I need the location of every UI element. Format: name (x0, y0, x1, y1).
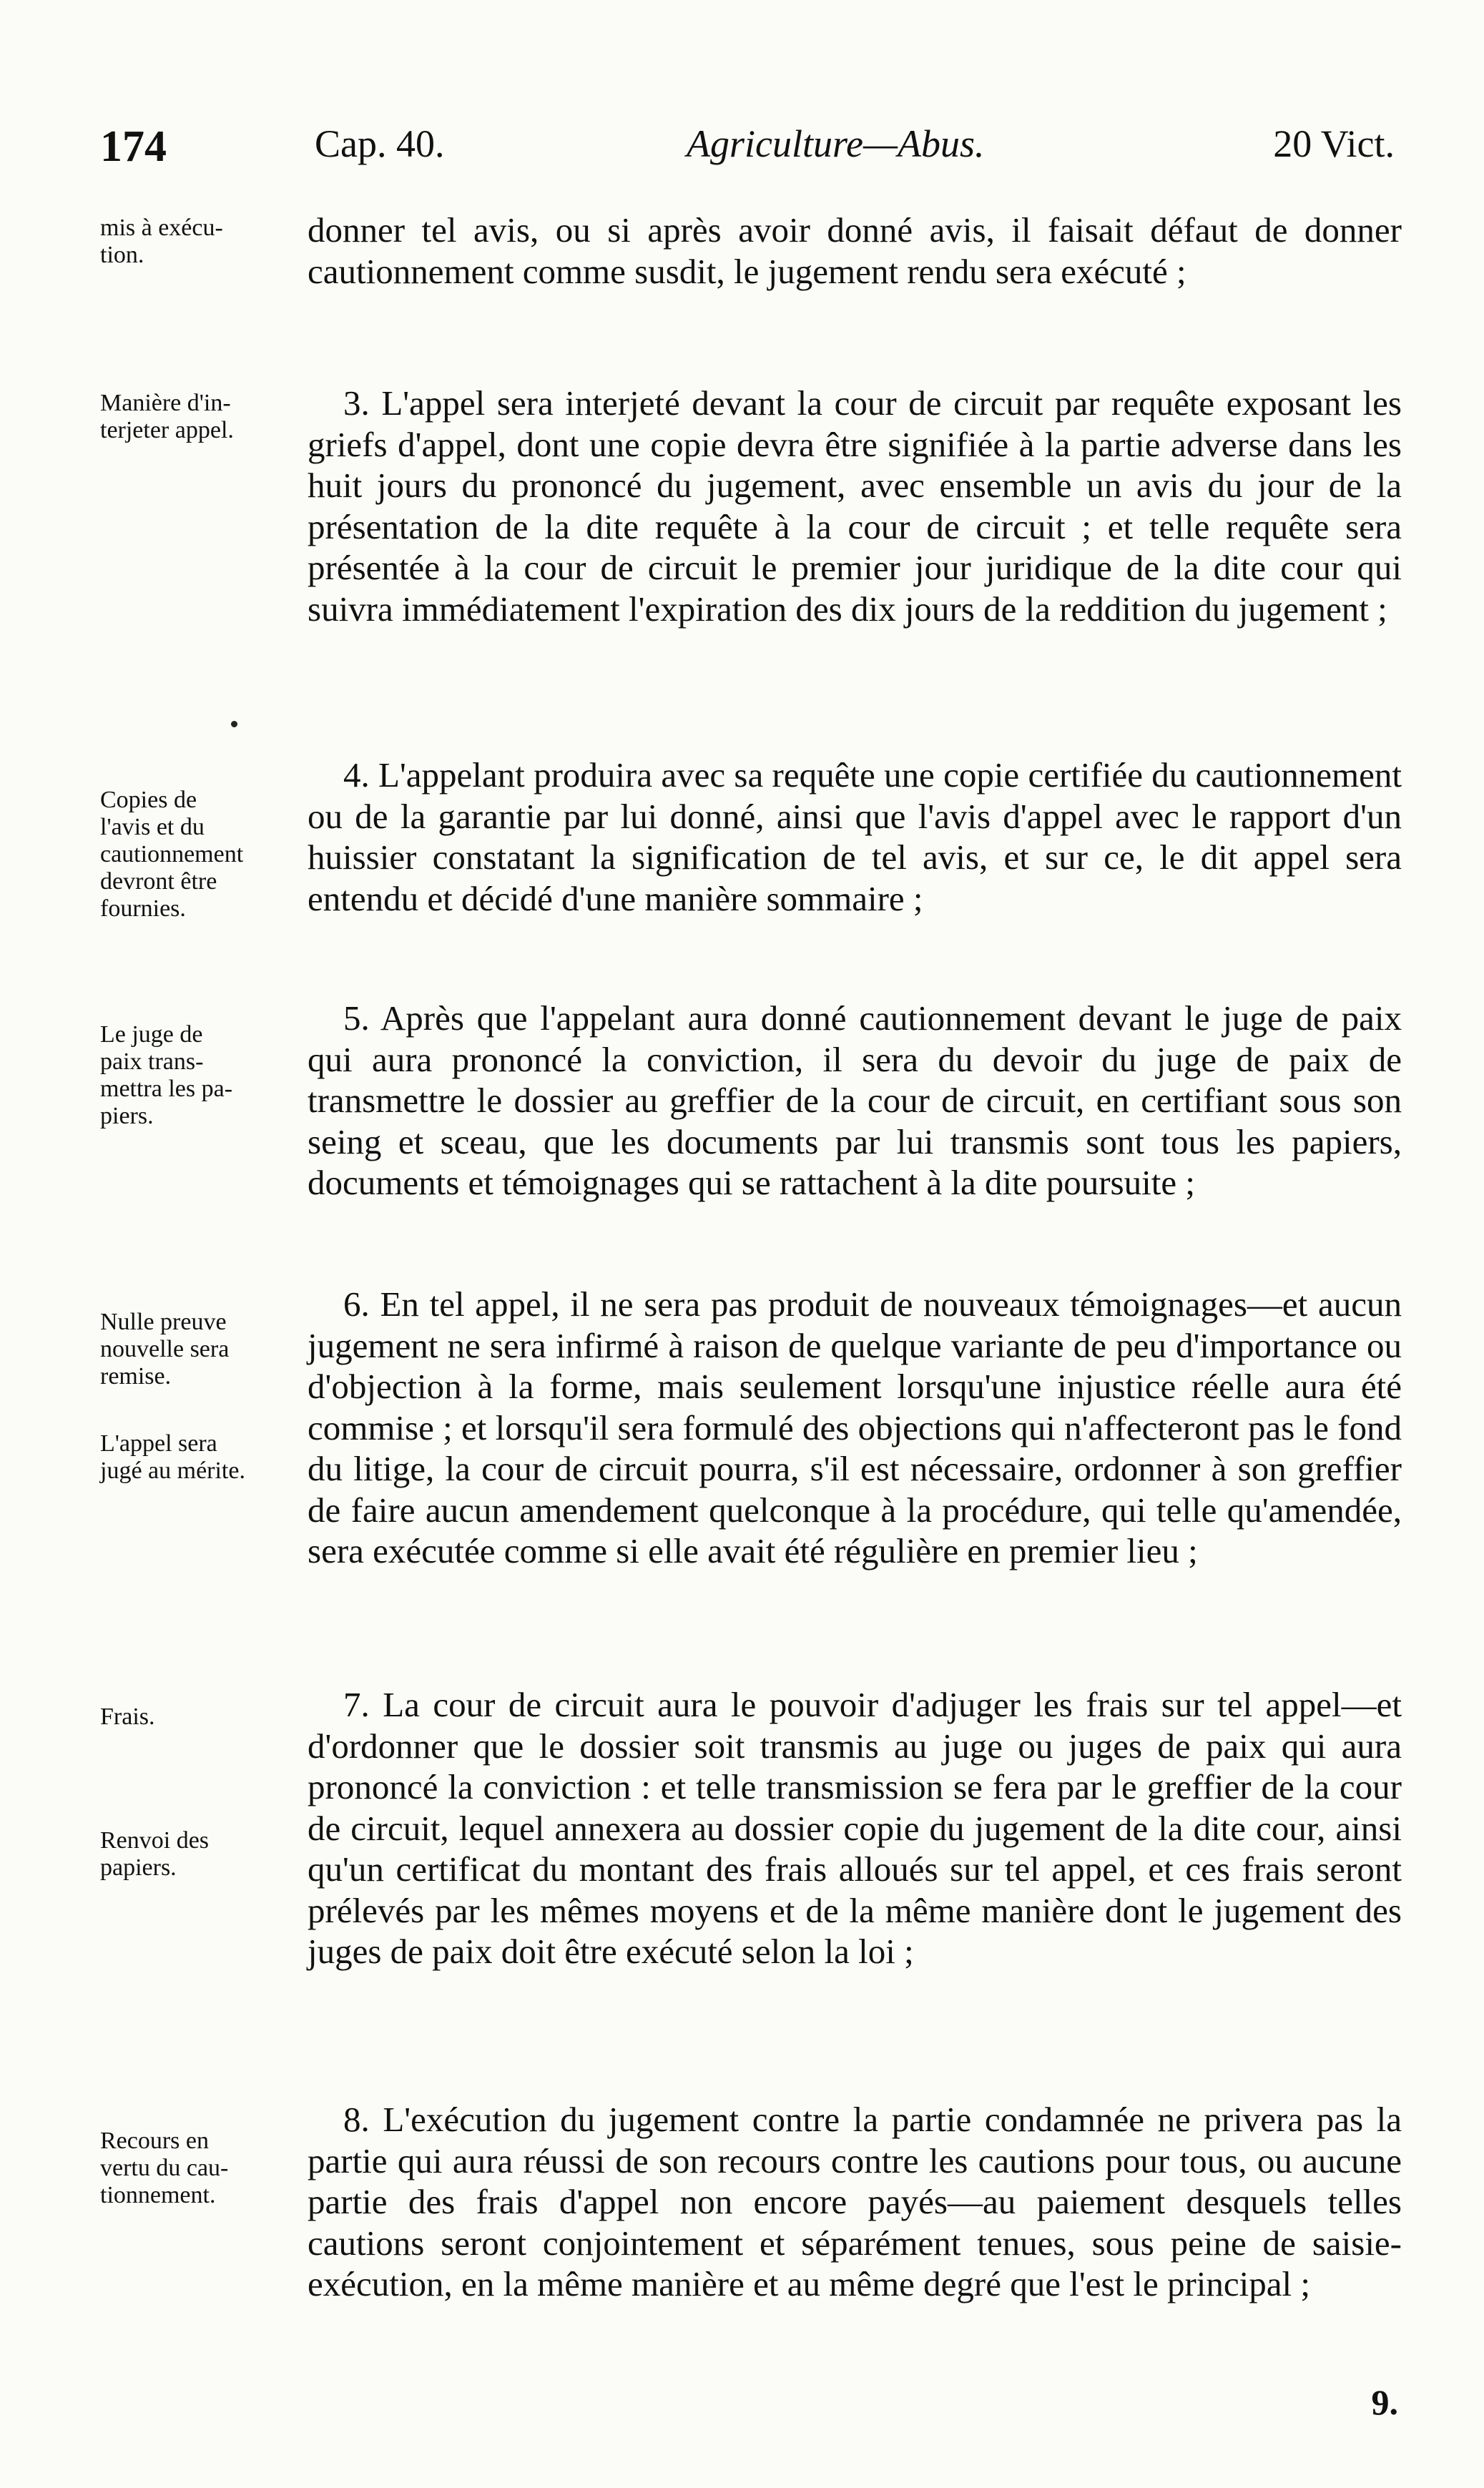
catchword: 9. (1371, 2382, 1398, 2422)
margin-note-merits: L'appel sera jugé au mérite. (100, 1430, 245, 1484)
margin-dot (231, 721, 237, 727)
regnal-year: 20 Vict. (1273, 122, 1395, 165)
margin-note-no-new-evidence: Nulle preuve nouvelle sera remise. (100, 1309, 230, 1390)
chapter-label: Cap. 40. (315, 122, 445, 165)
paragraph-8: 8. L'exécution du jugement contre la partie condamnée ne privera pas la partie qui aura réussi de son recours contre les cautions pour tous, ou aucune partie des frais d'appel non encore payés—au paiement desquels telles cautions seront conjointement et séparément tenues, sous peine de saisie-exécution, en la même manière et au même degré que l'est le principal ; (308, 2100, 1402, 2303)
paragraph-6: 6. En tel appel, il ne sera pas produit de nouveaux témoignages—et aucun jugement ne sera infirmé à raison de quelque variante de peu d'importance ou d'objection à la forme, mais seulement lorsqu'une injustice réelle aura été commise ; et lorsqu'il sera formulé des objections qui n'affecteront pas le fond du litige, la cour de circuit pourra, s'il est nécessaire, ordonner à son greffier de faire aucun amendement quelconque à la procédure, qui telle qu'amendée, sera exécutée comme si elle avait été régulière en premier lieu ; (308, 1284, 1402, 1570)
running-header (100, 122, 1395, 186)
paragraph-4: 4. L'appelant produira avec sa requête une copie certifiée du cautionnement ou de la garantie par lui donné, ainsi que l'avis d'appel avec le rapport d'un huissier constatant la signification de tel avis, et sur ce, le dit appel sera entendu et décidé d'une manière sommaire ; (308, 755, 1402, 918)
margin-note-appeal-procedure: Manière d'in- terjeter appel. (100, 390, 234, 443)
margin-note-costs: Frais. (100, 1703, 155, 1730)
paragraph-7: 7. La cour de circuit aura le pouvoir d'adjuger les frais sur tel appel—et d'ordonner que le dossier soit transmis au juge ou juges de paix qui aura prononcé la conviction : et telle transmission se fera par le greffier de la cour de circuit, lequel annexera au dossier copie du jugement de la dite cour, ainsi qu'un certificat du montant des frais alloués sur tel appel, et ces frais seront prélevés par les mêmes moyens et de la même manière dont le jugement des juges de paix doit être exécuté selon la loi ; (308, 1685, 1402, 1971)
paragraph-continuation: donner tel avis, ou si après avoir donné avis, il faisait défaut de donner cautionnement comme susdit, le jugement rendu sera exécuté ; (308, 210, 1402, 291)
page-number: 174 (100, 122, 167, 171)
margin-note-recourse: Recours en vertu du cau- tionnement. (100, 2128, 229, 2208)
running-title: Agriculture—Abus. (687, 122, 985, 165)
margin-note-copies: Copies de l'avis et du cautionnement devront être fournies. (100, 787, 244, 922)
margin-note-execution: mis à exécu- tion. (100, 215, 223, 268)
paragraph-5: 5. Après que l'appelant aura donné cautionnement devant le juge de paix qui aura prononcé la conviction, il sera du devoir du juge de paix de transmettre le dossier au greffier de la cour de circuit, en certifiant sous son seing et sceau, que les documents par lui transmis sont tous les papiers, documents et témoignages qui se rattachent à la dite poursuite ; (308, 998, 1402, 1202)
margin-note-return-papers: Renvoi des papiers. (100, 1827, 210, 1881)
margin-note-transmit-papers: Le juge de paix trans- mettra les pa- piers. (100, 1021, 233, 1129)
paragraph-3: 3. L'appel sera interjeté devant la cour de circuit par requête exposant les griefs d'appel, dont une copie devra être signifiée à la partie adverse dans les huit jours du prononcé du jugement, avec ensemble un avis du jour de la présentation de la dite requête à la cour de circuit ; et telle requête sera présentée à la cour de circuit le premier jour juridique de la dite cour qui suivra immédiatement l'expiration des dix jours de la reddition du jugement ; (308, 383, 1402, 629)
